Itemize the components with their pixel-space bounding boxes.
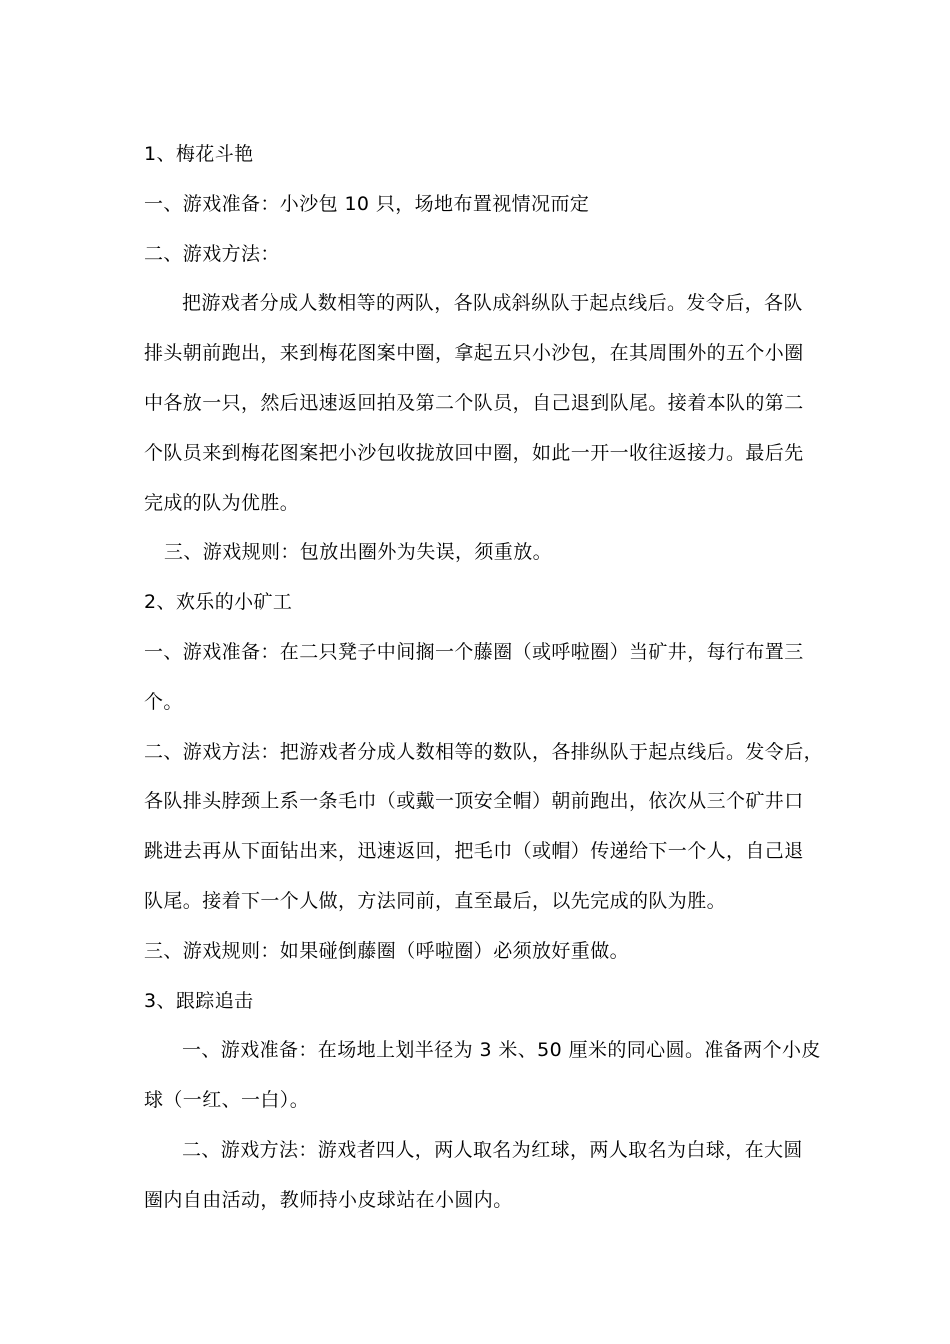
section-1-method-text-line: 把游戏者分成人数相等的两队，各队成斜纵队于起点线后。发令后，各队 xyxy=(182,292,803,315)
section-1-method-text-line: 个队员来到梅花图案把小沙包收拢放回中圈，如此一开一收往返接力。最后先 xyxy=(144,441,804,464)
section-2-title: 2、欢乐的小矿工 xyxy=(144,591,293,614)
section-2-method-line: 各队排头脖颈上系一条毛巾（或戴一顶安全帽）朝前跑出，依次从三个矿井口 xyxy=(144,790,804,813)
section-2-method-line: 队尾。接着下一个人做，方法同前，直至最后，以先完成的队为胜。 xyxy=(144,889,727,912)
section-1-method-text-line: 完成的队为优胜。 xyxy=(144,491,300,514)
section-2-method-line: 二、游戏方法：把游戏者分成人数相等的数队，各排纵队于起点线后。发令后， xyxy=(144,740,824,763)
document-body xyxy=(144,130,824,1226)
section-3-preparation-line: 一、游戏准备：在场地上划半径为 3 米、50 厘米的同心圆。准备两个小皮 xyxy=(182,1039,821,1062)
section-1-rules: 三、游戏规则：包放出圈外为失误，须重放。 xyxy=(164,541,553,564)
section-2-method-line: 跳进去再从下面钻出来，迅速返回，把毛巾（或帽）传递给下一个人，自己退 xyxy=(144,840,804,863)
section-1-method-text-line: 中各放一只，然后迅速返回拍及第二个队员，自己退到队尾。接着本队的第二 xyxy=(144,391,804,414)
section-1-method-text-line: 排头朝前跑出，来到梅花图案中圈，拿起五只小沙包，在其周围外的五个小圈 xyxy=(144,342,804,365)
section-2-preparation-line: 一、游戏准备：在二只凳子中间搁一个藤圈（或呼啦圈）当矿井，每行布置三 xyxy=(144,640,804,663)
section-3-title: 3、跟踪追击 xyxy=(144,989,254,1012)
section-3-method-line: 二、游戏方法：游戏者四人，两人取名为红球，两人取名为白球，在大圆 xyxy=(182,1138,803,1161)
section-1-title: 1、梅花斗艳 xyxy=(144,143,254,165)
section-3-method-line: 圈内自由活动，教师持小皮球站在小圆内。 xyxy=(144,1188,513,1211)
section-1-method-heading: 二、游戏方法： xyxy=(144,242,280,265)
section-2-rules: 三、游戏规则：如果碰倒藤圈（呼啦圈）必须放好重做。 xyxy=(144,939,630,962)
section-3-preparation-line: 球（一红、一白）。 xyxy=(144,1089,310,1112)
section-1-preparation: 一、游戏准备：小沙包 10 只，场地布置视情况而定 xyxy=(144,192,590,215)
section-2-preparation-line: 个。 xyxy=(144,690,183,713)
